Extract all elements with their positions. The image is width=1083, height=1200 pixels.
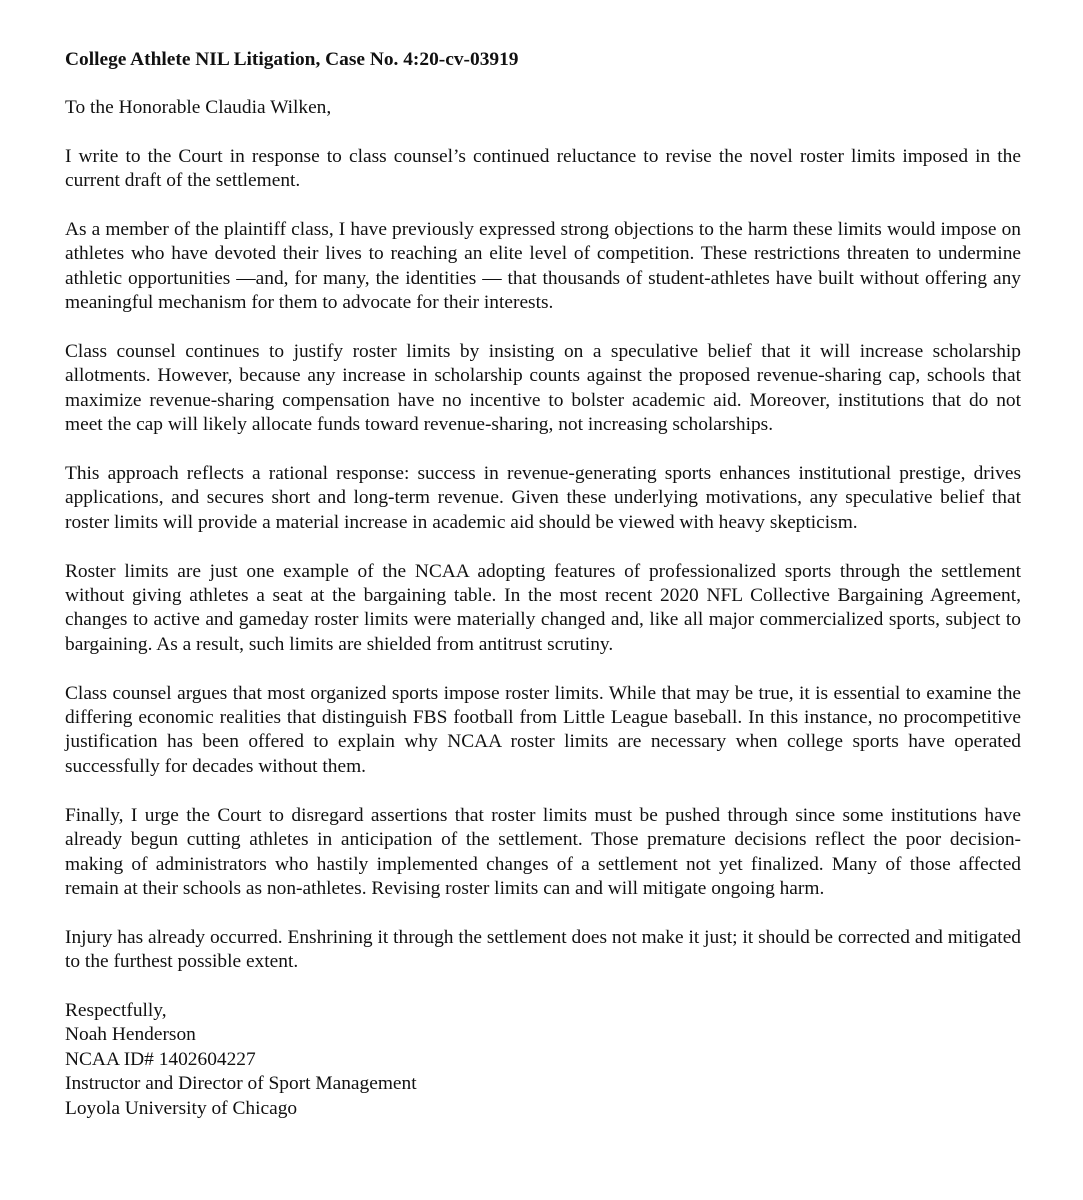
paragraph-injury: Injury has already occurred. Enshrining it through the settlement does not make it just; it should be corrected and mitigated to the furthest possible extent. (65, 926, 1021, 973)
paragraph-rational-response: This approach reflects a rational response: success in revenue-generating sports enhances institutional prestige, drives applications, and secures short and long-term revenue. Given these underlying motivations, any speculative belief that roster limits will provide a material increase in academic aid should be viewed with heavy skepticism. (65, 463, 1021, 533)
case-heading: College Athlete NIL Litigation, Case No. 4:20-cv-03919 (65, 49, 519, 70)
paragraph-finally: Finally, I urge the Court to disregard assertions that roster limits must be pushed through since some institutions have already begun cutting athletes in anticipation of the settlement. Those premature decisions reflect the poor decision-making of administrators who hastily implemented changes of a settlement not yet finalized. Many of those affected remain at their schools as non-athletes. Revising roster limits can and will mitigate ongoing harm. (65, 804, 1021, 899)
paragraph-class-member-objection: As a member of the plaintiff class, I have previously expressed strong objections to the harm these limits would impose on athletes who have devoted their lives to reaching an elite level of competition. These restrictions threaten to undermine athletic opportunities —and, for many, the identities — that thousands of student-athletes have built without offering any meaningful mechanism for them to advocate for their interests. (65, 219, 1021, 314)
signer-name: Noah Henderson (65, 1024, 196, 1046)
signer-title: Instructor and Director of Sport Management (65, 1073, 417, 1095)
paragraph-organized-sports: Class counsel argues that most organized sports impose roster limits. While that may be true, it is essential to examine the differing economic realities that distinguish FBS football from Little League baseball. In this instance, no procompetitive justification has been offered to explain why NCAA roster limits are necessary when college sports have operated successfully for decades without them. (65, 682, 1021, 777)
signer-ncaa-id: NCAA ID# 1402604227 (65, 1048, 256, 1070)
salutation: To the Honorable Claudia Wilken, (65, 97, 332, 119)
valediction: Respectfully, (65, 999, 167, 1021)
paragraph-professionalized-sports: Roster limits are just one example of the NCAA adopting features of professionalized sports through the settlement without giving athletes a seat at the bargaining table. In the most recent 2020 NFL Collective Bargaining Agreement, changes to active and gameday roster limits were materially changed and, like all major commercialized sports, subject to bargaining. As a result, such limits are shielded from antitrust scrutiny. (65, 560, 1021, 655)
paragraph-scholarship-argument: Class counsel continues to justify roster limits by insisting on a speculative belief that it will increase scholarship allotments. However, because any increase in scholarship counts against the proposed revenue-sharing cap, schools that maximize revenue-sharing compensation have no incentive to bolster academic aid. Moreover, institutions that do not meet the cap will likely allocate funds toward revenue-sharing, not increasing scholarships. (65, 341, 1021, 436)
signature-block (65, 999, 1021, 1121)
paragraph-intro: I write to the Court in response to class counsel’s continued reluctance to revise the novel roster limits imposed in the current draft of the settlement. (65, 145, 1021, 192)
signer-institution: Loyola University of Chicago (65, 1097, 298, 1119)
